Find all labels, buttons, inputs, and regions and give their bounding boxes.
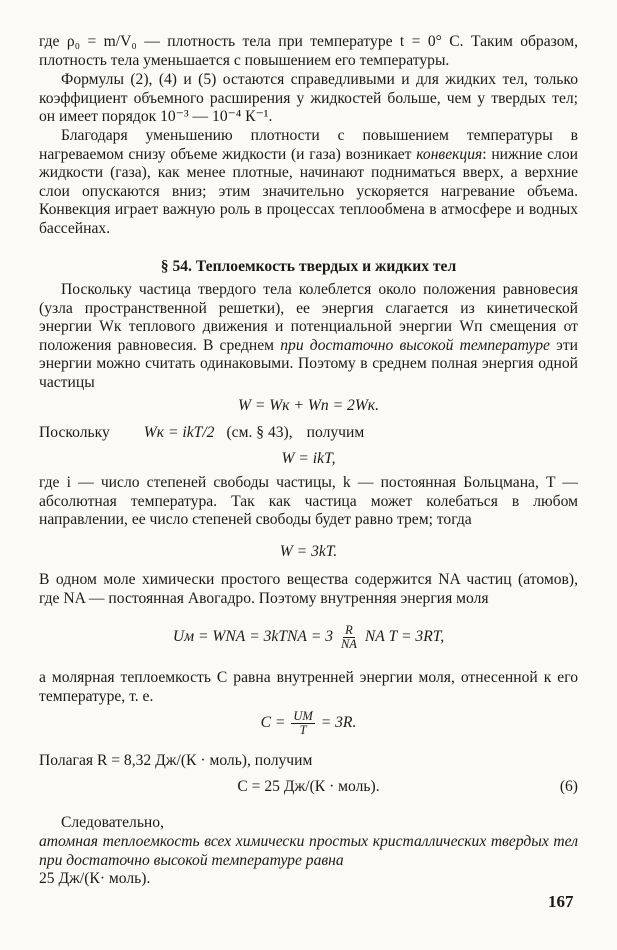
equation-internal-energy (39, 624, 578, 651)
equation-kinetic: Wк = ikT/2 (143, 424, 215, 441)
equation-w-3kt: W = 3kT. (279, 543, 338, 560)
fraction-denominator: NА (340, 637, 357, 651)
text-convection-a: Благодаря уменьшению плотности с повышением температуры в нагреваемом снизу объеме жидкости (и газа) возникает (39, 127, 578, 163)
text-since: Поскольку (39, 424, 110, 441)
equation-w-ikt: W = ikT, (281, 450, 336, 467)
line-since (39, 424, 578, 443)
text-dulong-petit-value: 25 Дж/(К· моль). (39, 870, 151, 888)
page-number: 167 (548, 892, 574, 911)
paragraph-formulas (39, 71, 578, 127)
paragraph-convection (39, 127, 578, 239)
text-consequently: Следовательно, (61, 814, 164, 831)
fraction-um-t (291, 710, 314, 737)
equation-c-3r (39, 710, 578, 737)
paragraph-density (39, 33, 578, 70)
eq4-right: NА T = 3RT, (364, 628, 445, 646)
paragraph-dulong-petit (39, 833, 578, 889)
fraction-numerator: R (345, 623, 353, 637)
text-energy-a: Поскольку частица твердого тела колеблется около положения равновесия (узла пространственной решетки), ее энергия слагается из кинетической энергии Wк теплового движения и потенциальной энергии Wп смещения от положения равновесия. В среднем (39, 281, 578, 354)
equation-c-25 (39, 778, 578, 797)
term-convection: конвекция (416, 145, 483, 163)
fraction-numerator: UM (293, 709, 313, 723)
text-degrees: где i — число степеней свободы частицы, k — постоянная Больцмана, T — абсолютная температура. Так как частица может колебаться в любом направлении, ее число степеней свободы будет равно трем; тогда (39, 474, 578, 529)
eq4-left: Uм = WNА = 3kTNА = 3 (172, 628, 334, 646)
text-we-get: получим (306, 424, 365, 441)
text-reference: (см. § 43), (226, 424, 293, 441)
section-heading: § 54. Теплоемкость твердых и жидких тел (160, 258, 457, 275)
paragraph-given-r (39, 752, 578, 771)
text-convection-b: : нижние слои жидкости (газа), как менее плотные, начинают подниматься вверх, а верхние слои опускаются вниз; этим значительно ускоряется нагревание объема. Конвекция играет важную роль в процессах теплообмена в атмосфере и водных бассейнах. (39, 145, 578, 237)
paragraph-consequently (39, 814, 578, 833)
equation-number: (6) (559, 778, 578, 795)
text-given-r: Полагая R = 8,32 Дж/(К · моль), получим (39, 752, 313, 769)
text-high-temperature: при достаточно высокой температуре (280, 336, 550, 354)
text-mole: В одном моле химически простого вещества содержится NA частиц (атомов), где NA — постоянная Авогадро. Поэтому внутренняя энергия моля (39, 571, 578, 607)
fraction-denominator: T (299, 723, 307, 737)
text-density: где ρ₀ = m/V₀ — плотность тела при температуре t = 0° С. Таким образом, плотность тела уменьшается с повышением его температуры. (39, 33, 578, 69)
text-molar-heat: а молярная теплоемкость C равна внутренней энергии моля, отнесенной к его температуре, т. е. (39, 669, 578, 705)
text-energy-b: эти энергии можно считать одинаковыми. Поэтому в среднем полная энергия одной частицы (39, 336, 578, 391)
text-dulong-petit: атомная теплоемкость всех химически простых кристаллических твердых тел при достаточно высокой температуре равна (39, 833, 578, 869)
eq5-left: C = (260, 714, 286, 732)
equation-total-energy: W = Wк + Wп = 2Wк. (238, 397, 379, 414)
paragraph-molar-heat (39, 669, 578, 706)
paragraph-mole (39, 571, 578, 608)
text-formulas: Формулы (2), (4) и (5) остаются справедливыми и для жидких тел, только коэффициент объемного расширения у жидкостей больше, чем у твердых тел; он имеет порядок 10⁻³ — 10⁻⁴ К⁻¹. (39, 71, 578, 126)
paragraph-energy (39, 281, 578, 393)
eq5-right: = 3R. (320, 714, 357, 732)
fraction-r-na (339, 624, 359, 651)
paragraph-degrees (39, 474, 578, 530)
eq6-text: C = 25 Дж/(К · моль). (237, 778, 380, 795)
